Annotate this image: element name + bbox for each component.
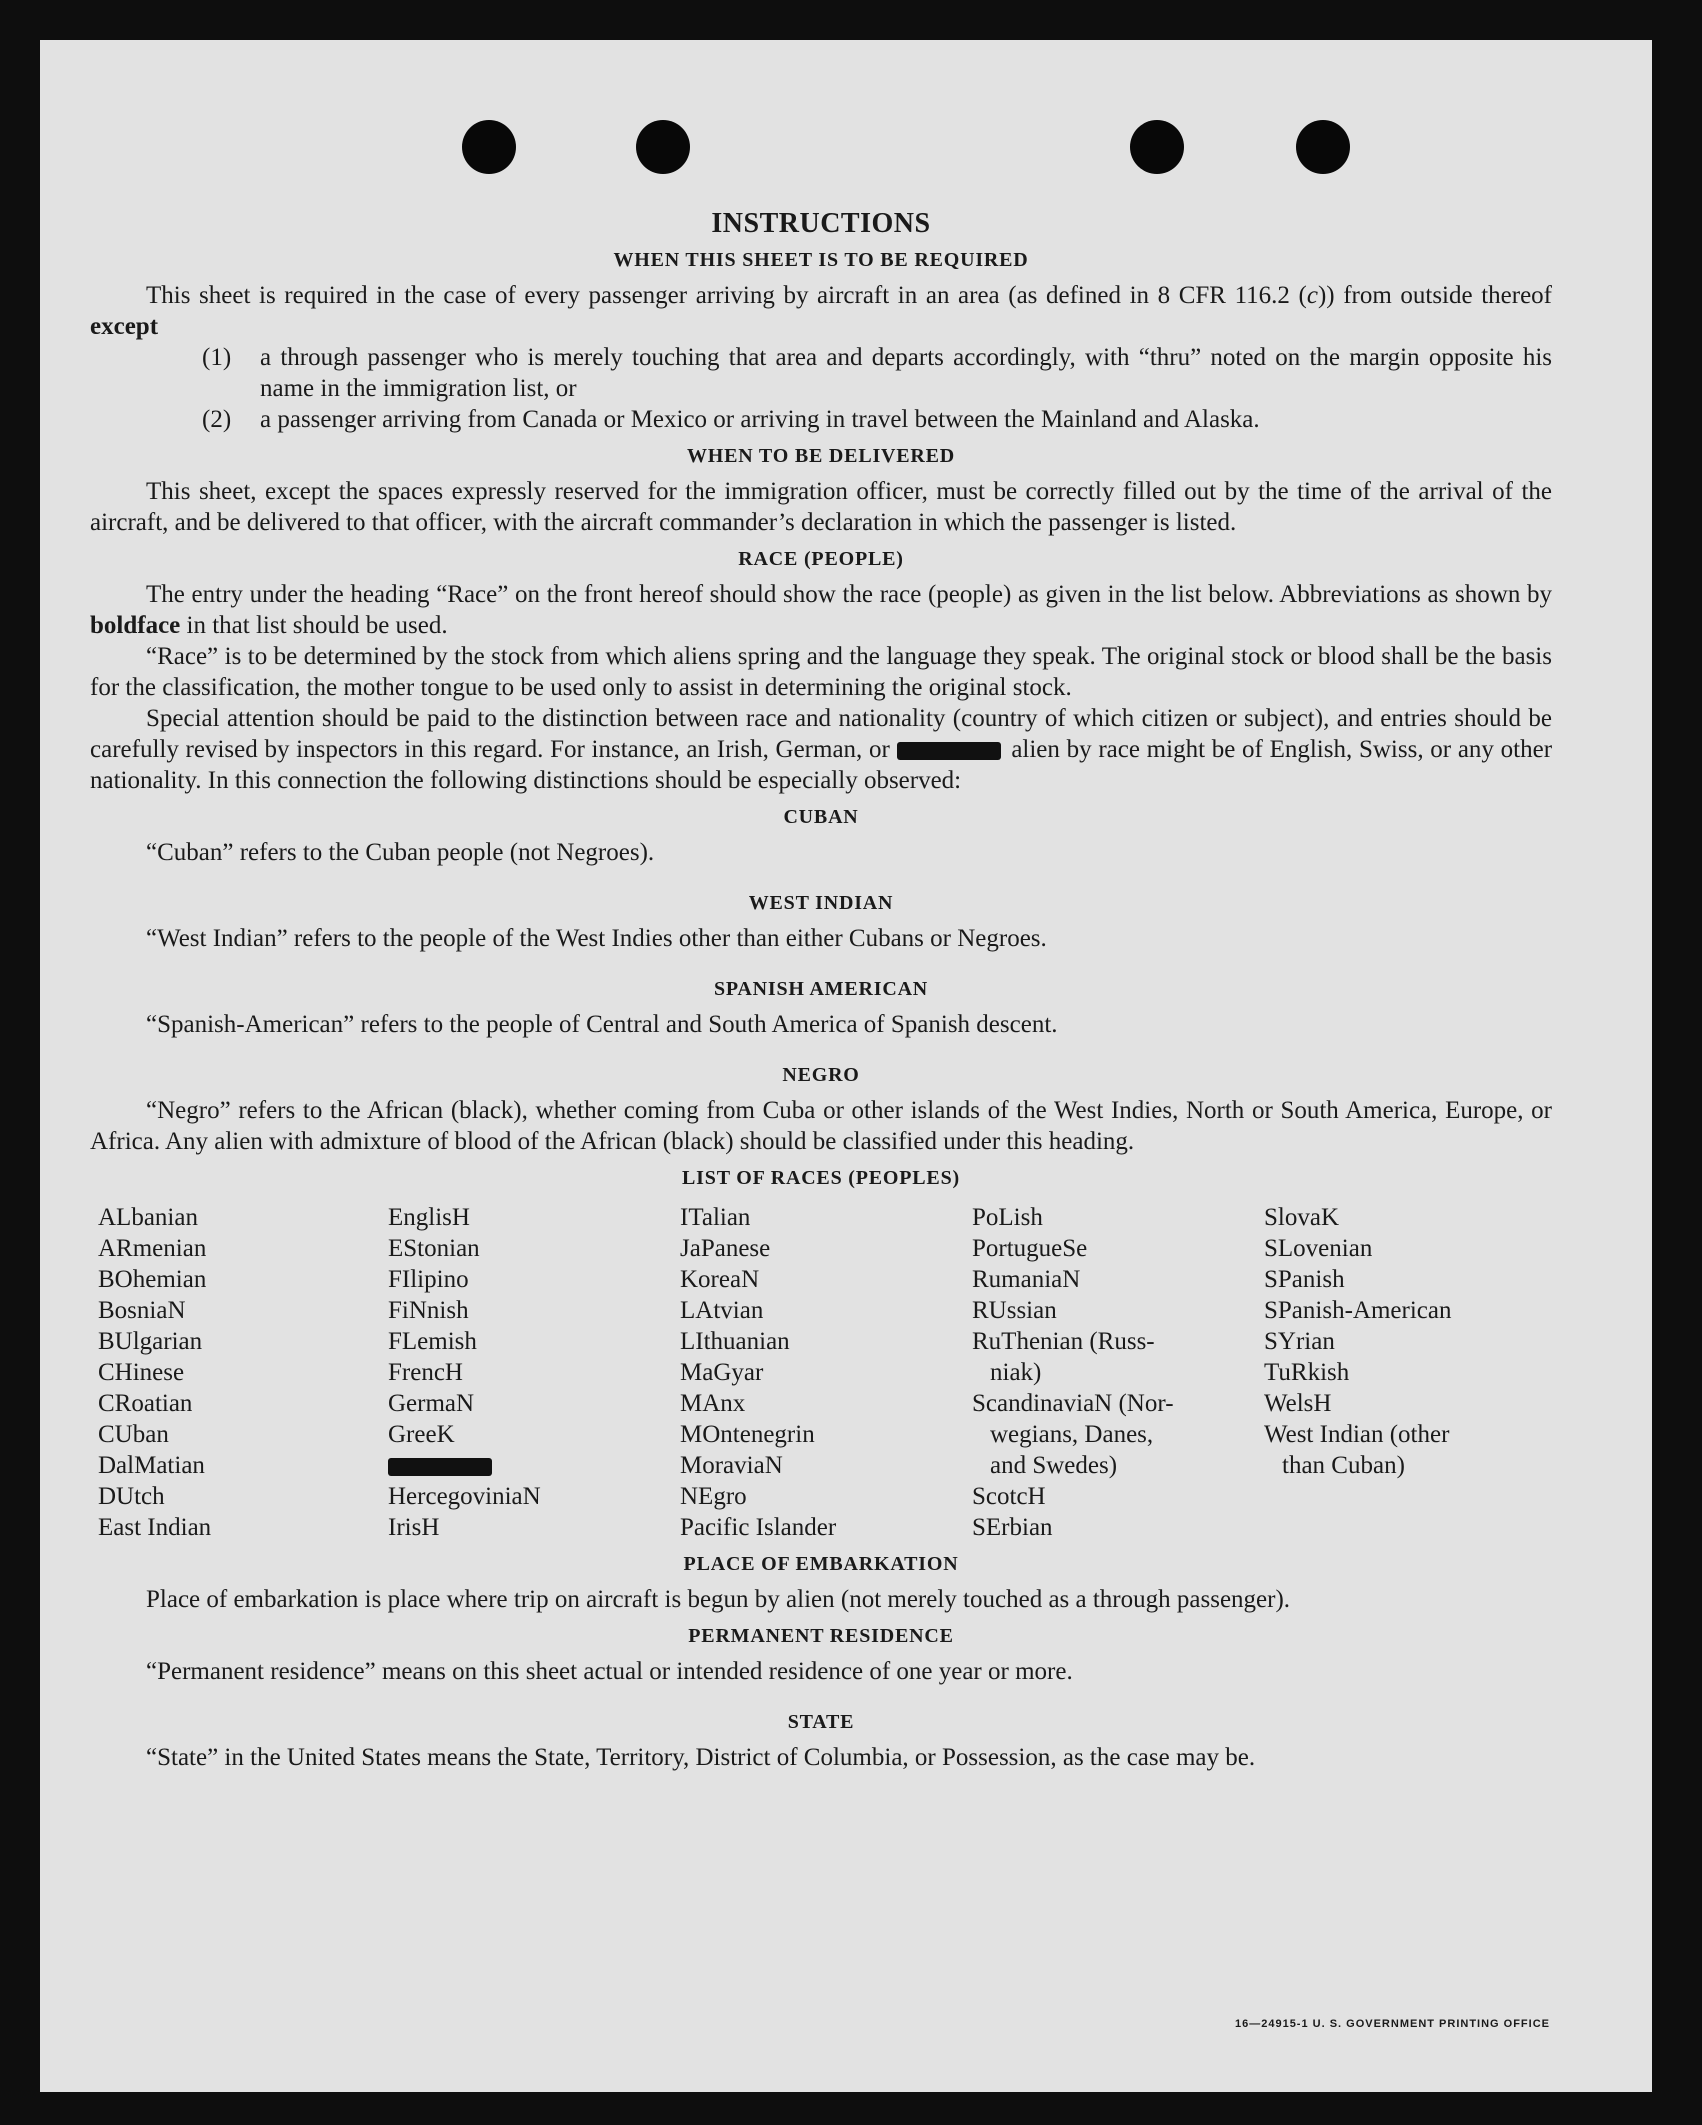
race-entry: ScotcH — [972, 1483, 1046, 1510]
redaction-mark — [897, 742, 1001, 760]
race-entry: CRoatian — [98, 1390, 193, 1417]
race-entry: GermaN — [388, 1390, 475, 1417]
race-entry: SPanish-American — [1264, 1297, 1452, 1324]
race-paragraph-1: The entry under the heading “Race” on the front hereof should show the race (people) as given in the list below. Abbreviations as shown by boldface in that list should be used. — [90, 581, 1552, 639]
race-entry: LAtvian — [680, 1297, 764, 1324]
race-paragraph-3: Special attention should be paid to the distinction between race and nationality (country of which citizen or subject), and entries should be carefully revised by inspectors in this regard. For instance, an Irish, German, or alien by race might be of English, Swiss, or any other nationality. In this connection the following distinctions should be especially observed: — [90, 705, 1553, 794]
race-entry: TuRkish — [1264, 1359, 1350, 1386]
punch-hole — [1296, 120, 1350, 174]
race-entry: NEgro — [680, 1483, 747, 1510]
section-heading-race: RACE (PEOPLE) — [738, 548, 904, 570]
spanish-american-text: “Spanish-American” refers to the people of Central and South America of Spanish descent. — [146, 1011, 1058, 1038]
list-item: (1) a through passenger who is merely touching that area and departs accordingly, with “thru” noted on the margin opposite his name in the immigration list, or — [202, 344, 1552, 402]
race-entry: BosniaN — [98, 1297, 186, 1324]
race-entry — [388, 1450, 680, 1481]
west-indian-text: “West Indian” refers to the people of the West Indies other than either Cubans or Negroes. — [146, 925, 1047, 952]
residence-text: “Permanent residence” means on this sheet actual or intended residence of one year or more. — [146, 1658, 1073, 1685]
race-entry: RumaniaN — [972, 1266, 1081, 1293]
section-heading-negro: NEGRO — [782, 1064, 860, 1086]
race-entry: MAnx — [680, 1390, 746, 1417]
section-heading-residence: PERMANENT RESIDENCE — [688, 1625, 954, 1647]
race-entry: SPanish — [1264, 1266, 1345, 1293]
delivered-text: This sheet, except the spaces expressly reserved for the immigration officer, must be correctly filled out by the time of the arrival of the aircraft, and be delivered to that officer, with the aircraft commander’s declaration in which the passenger is listed. — [90, 478, 1552, 536]
race-entry: FLemish — [388, 1328, 477, 1355]
race-entry: DalMatian — [98, 1452, 205, 1479]
section-heading-state: STATE — [787, 1711, 855, 1733]
races-column — [680, 1202, 972, 1543]
race-entry: FIlipino — [388, 1266, 469, 1293]
race-entry: ARmenian — [98, 1235, 207, 1262]
printer-footer: 16—24915-1 U. S. GOVERNMENT PRINTING OFFICE — [1234, 2018, 1550, 2030]
race-entry: GreeK — [388, 1421, 455, 1448]
section-heading-embarkation: PLACE OF EMBARKATION — [683, 1553, 959, 1575]
races-column — [1264, 1202, 1560, 1543]
races-list — [98, 1202, 1552, 1543]
redaction-mark — [388, 1458, 492, 1476]
race-entry: KoreaN — [680, 1266, 760, 1293]
race-entry: SlovaK — [1264, 1204, 1339, 1231]
cuban-text: “Cuban” refers to the Cuban people (not Negroes). — [146, 839, 655, 866]
list-item: (2) a passenger arriving from Canada or Mexico or arriving in travel between the Mainland and Alaska. — [202, 406, 1260, 433]
race-entry: Pacific Islander — [680, 1514, 837, 1541]
race-entry: DUtch — [98, 1483, 165, 1510]
race-entry: PortugueSe — [972, 1235, 1088, 1262]
race-entry: East Indian — [98, 1514, 212, 1541]
races-column — [972, 1202, 1264, 1543]
embarkation-text: Place of embarkation is place where trip on aircraft is begun by alien (not merely touched as a through passenger). — [146, 1586, 1291, 1613]
negro-text: “Negro” refers to the African (black), whether coming from Cuba or other islands of the West Indies, North or South America, Europe, or Africa. Any alien with admixture of blood of the African (black) should be classified under this heading. — [90, 1097, 1552, 1155]
race-entry: CHinese — [98, 1359, 185, 1386]
state-text: “State” in the United States means the State, Territory, District of Columbia, or Possession, as the case may be. — [146, 1744, 1256, 1771]
section-heading-races-list: LIST OF RACES (PEOPLES) — [682, 1167, 960, 1189]
race-entry: WelsH — [1264, 1390, 1332, 1417]
race-entry: ALbanian — [98, 1204, 198, 1231]
race-entry: PoLish — [972, 1204, 1043, 1231]
section-heading-cuban: CUBAN — [783, 806, 859, 828]
punch-hole — [636, 120, 690, 174]
races-column — [388, 1202, 680, 1543]
document-sheet — [40, 40, 1652, 2092]
race-entry: SLovenian — [1264, 1235, 1373, 1262]
section-heading-west-indian: WEST INDIAN — [748, 892, 894, 914]
required-intro: This sheet is required in the case of every passenger arriving by aircraft in an area (as defined in 8 CFR 116.2 (c)) from outside thereof except — [90, 282, 1552, 340]
section-heading-spanish-american: SPANISH AMERICAN — [713, 978, 929, 1000]
section-heading-required: WHEN THIS SHEET IS TO BE REQUIRED — [613, 249, 1029, 271]
race-entry: EStonian — [388, 1235, 480, 1262]
race-entry: LIthuanian — [680, 1328, 790, 1355]
races-column — [98, 1202, 388, 1543]
race-entry: CUban — [98, 1421, 169, 1448]
race-entry: SErbian — [972, 1514, 1053, 1541]
race-entry: IrisH — [388, 1514, 440, 1541]
page-title: INSTRUCTIONS — [711, 208, 931, 239]
race-entry: SYrian — [1264, 1328, 1335, 1355]
race-entry: MoraviaN — [680, 1452, 783, 1479]
punch-hole — [1130, 120, 1184, 174]
instructions-content — [90, 208, 1552, 1773]
race-entry: and Swedes) — [990, 1452, 1118, 1479]
race-paragraph-2: “Race” is to be determined by the stock from which aliens spring and the language they speak. The original stock or blood shall be the basis for the classification, the mother tongue to be used only to assist in determining the original stock. — [90, 643, 1552, 701]
race-entry: MaGyar — [680, 1359, 764, 1386]
race-entry: niak) — [990, 1359, 1042, 1386]
punch-hole — [462, 120, 516, 174]
race-entry: RuThenian (Russ- — [972, 1328, 1155, 1355]
race-entry: ScandinaviaN (Nor- — [972, 1390, 1174, 1417]
race-entry: EnglisH — [388, 1204, 470, 1231]
race-entry: FrencH — [388, 1359, 463, 1386]
race-entry: than Cuban) — [1282, 1452, 1405, 1479]
race-entry: MOntenegrin — [680, 1421, 815, 1448]
race-entry: BUlgarian — [98, 1328, 203, 1355]
race-entry: HercegoviniaN — [388, 1483, 541, 1510]
race-entry: BOhemian — [98, 1266, 207, 1293]
race-entry: wegians, Danes, — [990, 1421, 1154, 1448]
race-entry: West Indian (other — [1264, 1421, 1450, 1448]
race-entry: JaPanese — [680, 1235, 771, 1262]
race-entry: FiNnish — [388, 1297, 469, 1324]
race-entry: RUssian — [972, 1297, 1057, 1324]
section-heading-delivered: WHEN TO BE DELIVERED — [686, 445, 956, 467]
race-entry: ITalian — [680, 1204, 751, 1231]
